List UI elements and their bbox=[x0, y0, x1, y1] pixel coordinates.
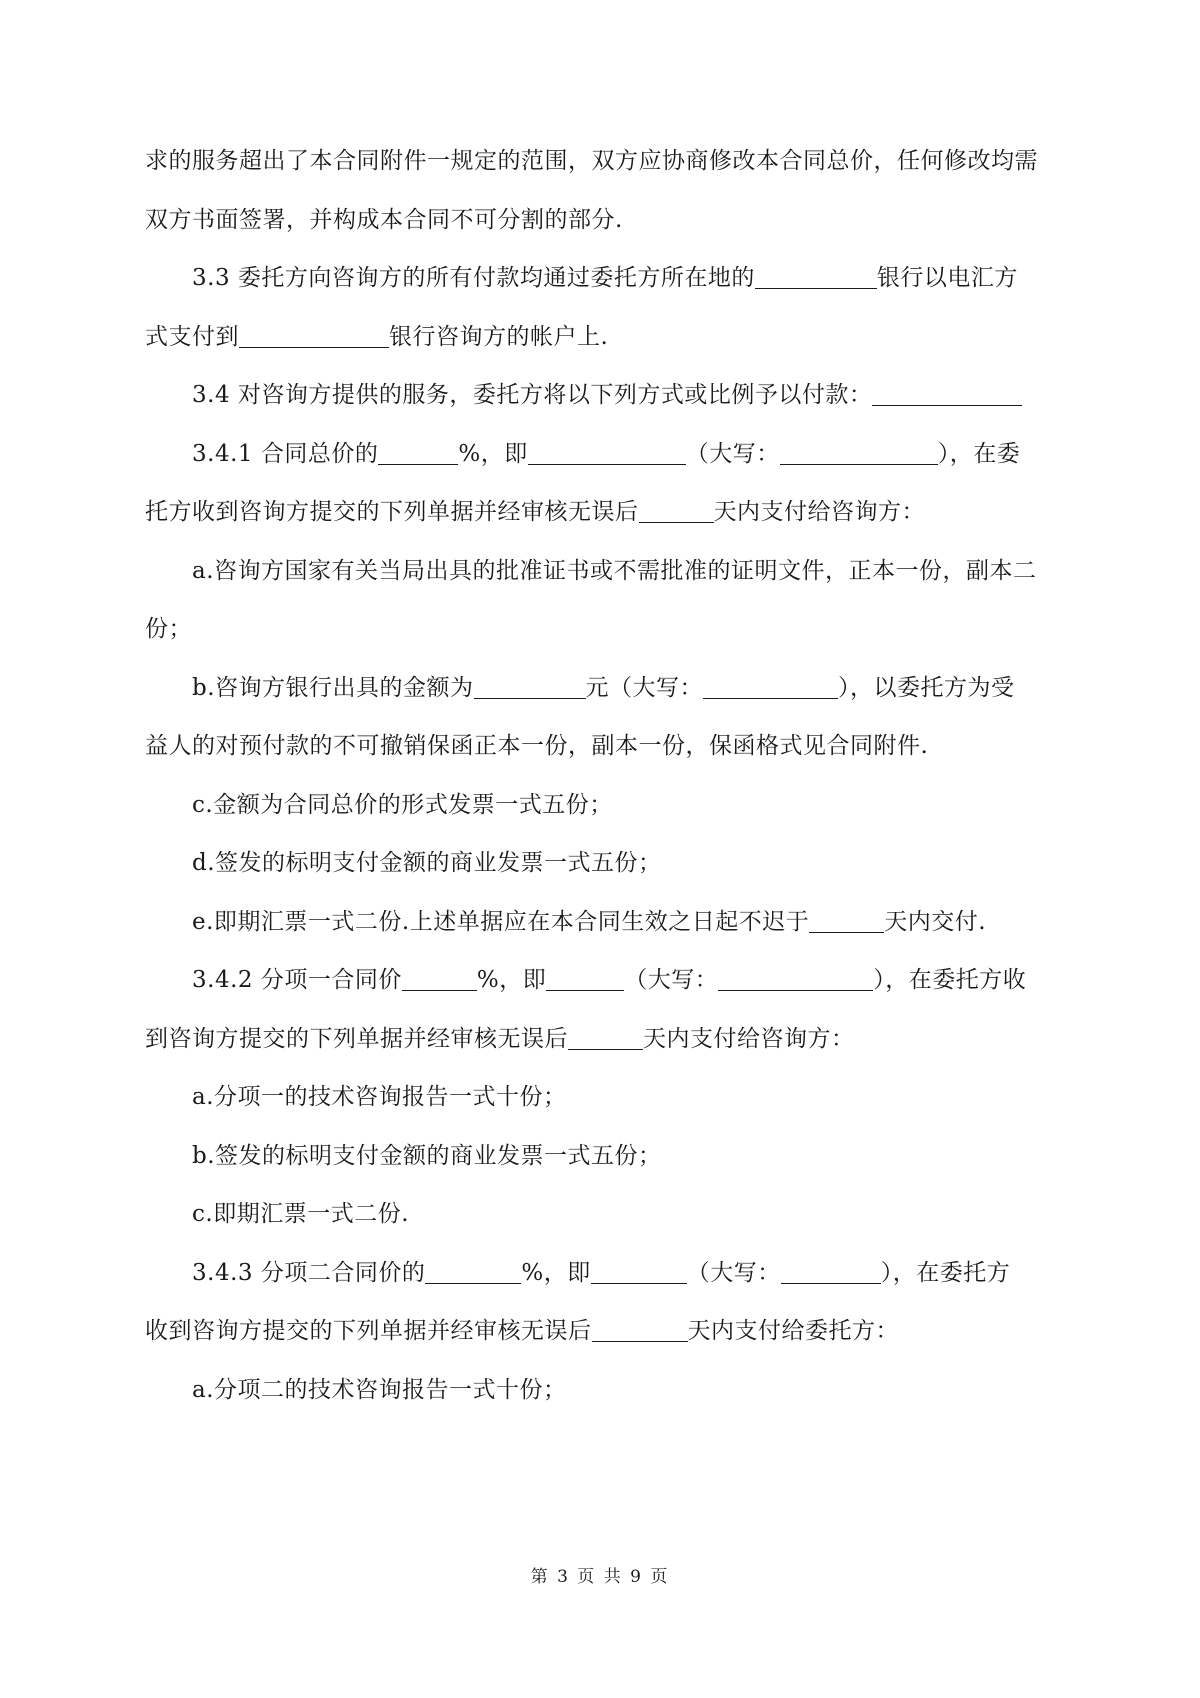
page-number: 第 3 页 共 9 页 bbox=[530, 1567, 670, 1587]
paragraph-text: （大写： bbox=[624, 967, 719, 993]
paragraph-text: %，即 bbox=[476, 967, 547, 993]
paragraph-text: 式支付到 bbox=[145, 324, 239, 350]
text-line bbox=[145, 204, 1065, 236]
item-c bbox=[192, 1198, 1065, 1230]
fill-in-blank bbox=[809, 908, 884, 933]
paragraph-text: b.咨询方银行出具的金额为 bbox=[192, 675, 474, 701]
paragraph-text: 到咨询方提交的下列单据并经审核无误后 bbox=[145, 1026, 568, 1052]
fill-in-blank bbox=[591, 1259, 687, 1284]
paragraph-text: 天内支付给咨询方： bbox=[643, 1026, 855, 1052]
text-line bbox=[145, 321, 1065, 353]
paragraph-text: d.签发的标明支付金额的商业发票一式五份； bbox=[192, 850, 662, 876]
paragraph-text: 求的服务超出了本合同附件一规定的范围，双方应协商修改本合同总价，任何修改均需 bbox=[145, 148, 1038, 174]
paragraph-text: 收到咨询方提交的下列单据并经审核无误后 bbox=[145, 1318, 592, 1344]
text-line bbox=[145, 730, 1065, 762]
paragraph-text: e.即期汇票一式二份.上述单据应在本合同生效之日起不迟于 bbox=[192, 909, 810, 935]
paragraph-text: %，即 bbox=[458, 441, 528, 467]
fill-in-blank bbox=[568, 1025, 643, 1050]
fill-in-blank bbox=[239, 323, 389, 348]
paragraph-text: c.即期汇票一式二份. bbox=[192, 1201, 410, 1227]
item-d bbox=[192, 847, 1065, 879]
clause-3-4-3 bbox=[192, 1257, 1065, 1289]
paragraph-text: 益人的对预付款的不可撤销保函正本一份，副本一份，保函格式见合同附件. bbox=[145, 733, 929, 759]
text-line bbox=[145, 1315, 1065, 1347]
paragraph-text: 天内支付给咨询方： bbox=[713, 499, 925, 525]
paragraph-text: 天内支付给委托方： bbox=[687, 1318, 899, 1344]
paragraph-text: （大写： bbox=[686, 1260, 781, 1286]
fill-in-blank bbox=[378, 440, 458, 465]
fill-in-blank bbox=[528, 440, 686, 465]
fill-in-blank bbox=[780, 440, 938, 465]
fill-in-blank bbox=[703, 674, 838, 699]
paragraph-text: ），以委托方为受 bbox=[838, 675, 1015, 701]
fill-in-blank bbox=[474, 674, 586, 699]
paragraph-text: 3.4 对咨询方提供的服务，委托方将以下列方式或比例予以付款： bbox=[192, 382, 873, 408]
paragraph-text: 3.4.2 分项一合同价 bbox=[192, 967, 402, 993]
item-b bbox=[192, 1140, 1065, 1172]
fill-in-blank bbox=[546, 966, 624, 991]
fill-in-blank bbox=[781, 1259, 881, 1284]
item-a bbox=[192, 555, 1065, 587]
fill-in-blank bbox=[592, 1317, 688, 1342]
fill-in-blank bbox=[718, 966, 873, 991]
text-line bbox=[145, 145, 1065, 177]
paragraph-text: ），在委 bbox=[937, 441, 1021, 467]
fill-in-blank bbox=[872, 381, 1022, 406]
paragraph-text: ），在委托方收 bbox=[873, 967, 1027, 993]
item-c bbox=[192, 789, 1065, 821]
text-line bbox=[145, 496, 1065, 528]
paragraph-text: a.咨询方国家有关当局出具的批准证书或不需批准的证明文件，正本一份，副本二 bbox=[192, 558, 1037, 584]
paragraph-text: 银行以电汇方 bbox=[876, 265, 1018, 291]
clause-3-4-1 bbox=[192, 438, 1065, 470]
fill-in-blank bbox=[402, 966, 477, 991]
paragraph-text: 银行咨询方的帐户上. bbox=[389, 324, 609, 350]
text-line bbox=[145, 1023, 1065, 1055]
paragraph-text: 天内交付. bbox=[884, 909, 987, 935]
item-e bbox=[192, 906, 1065, 938]
clause-3-4-2 bbox=[192, 964, 1065, 996]
paragraph-text: （大写： bbox=[685, 441, 780, 467]
item-a bbox=[192, 1081, 1065, 1113]
fill-in-blank bbox=[425, 1259, 521, 1284]
fill-in-blank bbox=[755, 264, 877, 289]
paragraph-text: a.分项二的技术咨询报告一式十份； bbox=[192, 1377, 567, 1403]
item-a bbox=[192, 1374, 1065, 1406]
paragraph-text: 元（大写： bbox=[585, 675, 704, 701]
paragraph-text: ），在委托方 bbox=[880, 1260, 1011, 1286]
paragraph-text: 份； bbox=[145, 616, 192, 642]
paragraph-text: 托方收到咨询方提交的下列单据并经审核无误后 bbox=[145, 499, 639, 525]
paragraph-text: c.金额为合同总价的形式发票一式五份； bbox=[192, 792, 613, 818]
paragraph-text: b.签发的标明支付金额的商业发票一式五份； bbox=[192, 1143, 662, 1169]
clause-3-3 bbox=[192, 262, 1065, 294]
paragraph-text: 3.4.1 合同总价的 bbox=[192, 441, 379, 467]
paragraph-text: 双方书面签署，并构成本合同不可分割的部分. bbox=[145, 207, 623, 233]
paragraph-text: %，即 bbox=[521, 1260, 591, 1286]
clause-3-4 bbox=[192, 379, 1065, 411]
paragraph-text: a.分项一的技术咨询报告一式十份； bbox=[192, 1084, 567, 1110]
text-line bbox=[145, 613, 1065, 645]
fill-in-blank bbox=[639, 498, 714, 523]
paragraph-text: 3.3 委托方向咨询方的所有付款均通过委托方所在地的 bbox=[192, 265, 755, 291]
item-b bbox=[192, 672, 1065, 704]
paragraph-text: 3.4.3 分项二合同价的 bbox=[192, 1260, 426, 1286]
